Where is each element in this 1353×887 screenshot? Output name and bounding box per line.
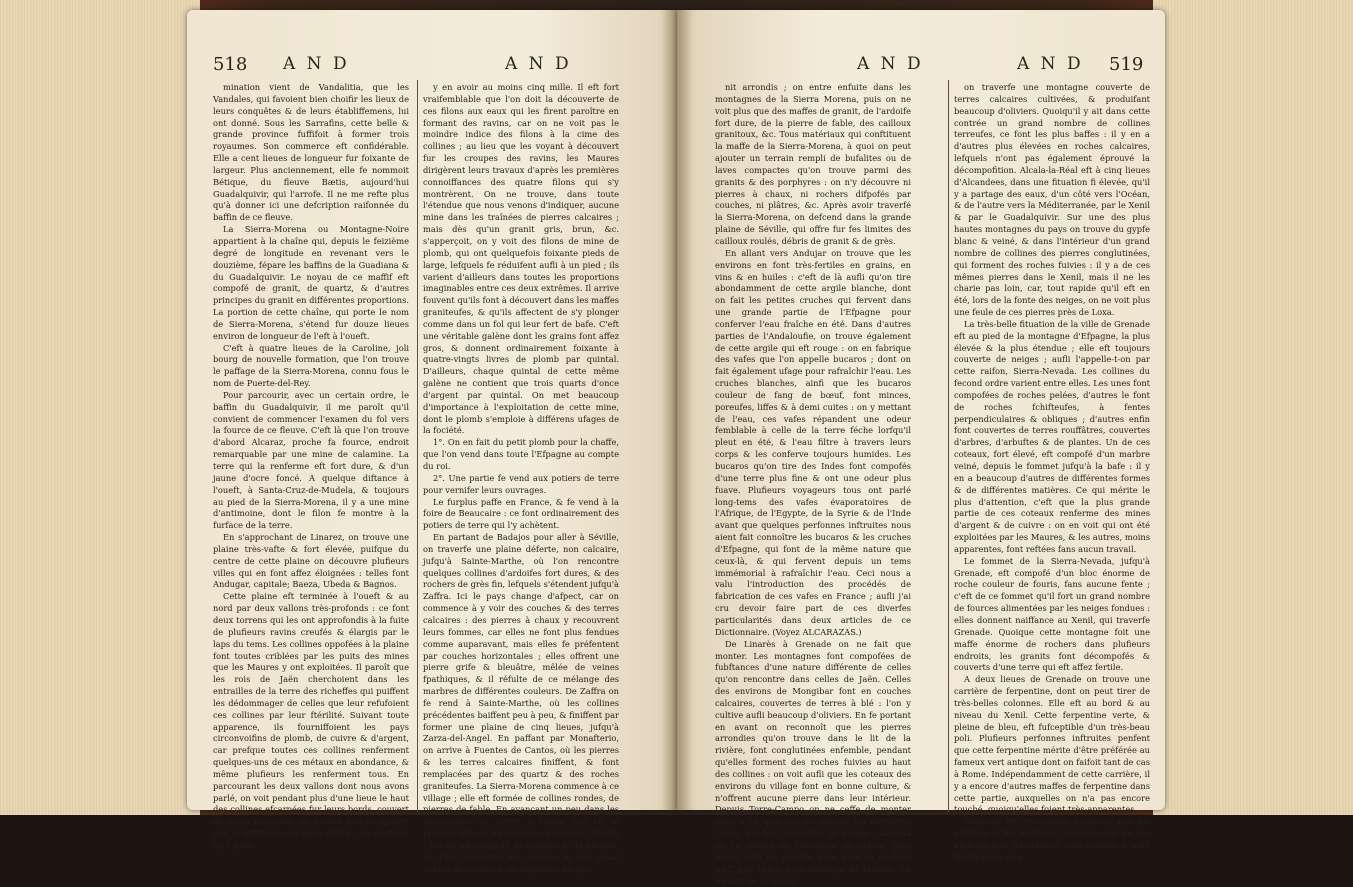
column-rule [948,80,949,812]
paragraph: En allant vers Andujar on trouve que les environs en font très-fertiles en grains, en vins & en huiles : c'eft de là aufli qu'on tire abondamment de cette argile blanche, dont on fait les petites cruches qui fervent dans une grande partie de l'Efpagne pour conferver l'eau fraîche en été. Dans d'autres parties de l'Andaloufie, on trouve également de cette argile qui eft rouge : on en fabrique des vafes que l'on appelle bucaros ; dont on fait également ufage pour rafraîchir l'eau. Les cruches blanches, ainfi que les bucaros couleur de fang de bœuf, font minces, poreufes, liffes & à demi cuites : on y mettant de l'eau, ces vafes répandent une odeur femblable à celle de la terre féche lorfqu'il pleut en été, & l'eau filtre à travers leurs corps & les conferve toujours humides. Les bucaros qu'on tire des Indes font compofés d'une terre plus fine & ont une odeur plus fuave. Plufieurs voyageurs tous ont parlé long-tems des vafes évaporatoires de l'Afrique, de l'Egypte, de la Syrie & de l'Inde avant que quelques perfonnes inftruites nous aient fait connoître les bucaros & les cruches d'Efpagne, qui font de la même nature que ceux-là, & qui fervent depuis un tems immémorial à rafraîchir l'eau. Ceci nous a valu l'introduction des procédés de fabrication de ces vafes en France ; aufli j'ai cru devoir faire part de ces diverfes particularités dans deux articles de ce Dictionnaire. (Voyez ALCARAZAS.) [715,247,911,637]
column-rule [417,80,418,812]
paragraph: on traverfe une montagne couverte de terres calcaires cultivées, & produifant beaucoup d'oliviers. Quoiqu'il y ait dans cette contrée un grand nombre de collines terreufes, ce font les plus baffes : il y en a d'autres plus élevées en roches calcaires, lefquels n'ont pas également éprouvé la décompofition. Alcala-la-Réal eft à cinq lieues d'Alcandees, dans une fituation fi élevée, qu'il y a partage des eaux, d'un côté vers l'Océan, & de l'autre vers la Méditerranée, par le Xenil & par le Guadalquivir. Sur une des plus hautes montagnes du pays on trouve du gypfe blanc & veiné, & dans l'intérieur d'un grand nombre de collines des pierres conglutinées, qui forment des roches fuivies : il y a de ces mêmes pierres dans le Xenil, mais il ne les charie pas loin, car, tout rapide qu'il eft en été, lors de la fonte des neiges, on ne voit plus une feule de ces pierres près de Loxa. [954,82,1150,318]
running-head: A N D [283,54,350,74]
paragraph: 1°. On en fait du petit plomb pour la chaffe, que l'on vend dans toute l'Efpagne au compte du roi. [423,437,619,471]
paragraph: La Sierra-Morena ou Montagne-Noire appartient à la chaîne qui, depuis le feizième degré de longitude en revenant vers le douzième, fépare les baffins de la Guadiana & du Guadalquivir. Le noyau de ce maffif eft compofé de granit, de quartz, & d'autres principes du granit en différentes proportions. La portion de cette chaîne, qui porte le nom de Sierra-Morena, s'étend fur douze lieues environ de longueur de l'eft à l'oueft. [213,224,409,341]
paragraph: 2°. Une partie fe vend aux potiers de terre pour vernifer leurs ouvrages. [423,472,619,495]
running-head: A N D [505,54,572,74]
page-edges-right [1153,0,1353,815]
text-column-1 [715,82,911,886]
paragraph: La très-belle fituation de la ville de Grenade eft au pied de la montagne d'Efpagne, la plus élevée & la plus étendue ; elle eft toujours couverte de neiges ; aufli l'appelle-t-on par cette raifon, Sierra-Nevada. Les collines du fecond ordre varient entre elles. Les unes font compofées de roches pelées, d'autres le font de roches fchifteufes, à fentes perpendiculaires & obliques ; d'autres enfin font couvertes de terres rouffâtres, couvertes d'arbres, d'arbuftes & de plantes. Un de ces coteaux, fort élevé, eft compofé d'un marbre veiné, depuis le fommet jufqu'à la bafe : il y en a beaucoup d'autres de différentes formes & de différentes matières. Ce qui mérite le plus d'attention, c'eft que la plus grande partie de ces coteaux renferme des mines d'argent & de cuivre : on en voit qui ont été exploitées par les Maures, & les autres, moins apparentes, font reftées fans aucun travail. [954,318,1150,554]
text-column-1 [213,82,409,850]
paragraph: Le fommet de la Sierra-Nevada, jufqu'à Grenade, eft compofé d'un bloc énorme de roche couleur de fouris, fans aucune fente ; c'eft de ce fommet qu'il fort un grand nombre de fources alimentées par les neiges fondues : elles donnent naiffance au Xenil, qui traverfe Grenade. Quoique cette montagne foit une maffe énorme de rochers dans plufieurs endroits, les granits font décompofés & couverts d'une terre qui eft affez fertile. [954,555,1150,673]
page-number: 518 [213,54,248,75]
paragraph: Grenade eft renommée d'ailleurs par fes albâtres & fes marbres. Quelques-uns de ces albâtres font très-blancs, aufli brillans & aufli tranfparens que [954,816,1150,862]
paragraph: Cette plaine eft terminée à l'oueft & au nord par deux vallons très-profonds : ce font deux torrens qui les ont approfondis à la fuite de plufieurs ravins creufés & élargis par le laps du tems. Les collines oppofées à la plaine font toutes criblées par les puits des mines que les Maures y ont exploitées. Il paroît que les rois de Jaën cherchoient dans les entrailles de la terre des richeffes qui puiffent les dédommager de celles que leur refufoient ces collines par leur ftérilité. Suivant toute apparence, ils fourniffoient les pays circonvoifins de plomb, de cuivre & d'argent, car prefque toutes ces collines renferment quelques-uns de ces métaux en abondance, & même plufieurs les renferment tous. En parcourant les deux vallons dont nous avons parlé, on voit pendant plus d'une lieue le haut des collines efcarpées fur leurs bords, couvert de puits pratiqués de quatre pas en quatre pas, & diftribués en ligne droite : on préfume qu'il peut [213,591,409,850]
page-number: 519 [1109,54,1144,75]
text-column-2 [423,82,620,874]
paragraph: De Linarès à Grenade on ne fait que monter. Les montagnes font compofées de fubftances d'une nature différente de celles qu'on rencontre dans celles de Jaën. Celles des environs de Mongibar font en couches calcaires, couvertes de terres à blé : l'on y cultive aufli beaucoup d'oliviers. En fe portant en avant on reconnoît que les pierres arrondies qu'on trouve dans le lit de la rivière, font conglutinées enfemble, pendant qu'elles forment des roches fuivies au haut des collines : on voit aufli que les coteaux des environs du village font en bonne culture, & n'offrent aucune pierre dans leur intérieur. Depuis Torre-Campo on ne ceffe de monter jufqu'à ce que l'on ait atteint les dernières cimes, qui font couvertes de neiges : au-delà de ce village on rencontre Alcaudete, gros bourg bâti en marbre noir, dont la couleur n'eft pas l'effet d'un mélange de bitume. En fortant de ce bourg [715,638,911,886]
running-head: A N D [857,54,924,74]
paragraph: nit arrondis ; on entre enfuite dans les montagnes de la Sierra Morena, puis on ne voit plus que des maffes de granit, de l'ardoife fort dure, de la pierre de fable, des cailloux granitoux, &c. Tous matériaux qui conftituent la maffe de la Sierra-Morena, à quoi on peut ajouter un terrain rempli de bufalites ou de laves compactes qu'on trouve parmi des granits & des porphyres : on n'y découvre ni pierres à chaux, ni rochers difpofés par couches, ni plâtres, &c. Après avoir traverfé la Sierra-Morena, on defcend dans la grande plaine de Séville, qui offre fur fes limites des cailloux roulés, débris de granit & de grès. [715,82,911,246]
page-edges-left [0,0,200,815]
right-page-header [677,54,1165,78]
right-page [677,10,1165,886]
paragraph: En s'approchant de Linarez, on trouve une plaine très-vafte & fort élevée, puifque du centre de cette plaine on découvre plufieurs villes qui en font affez éloignées : telles font Andugar, capitale; Baeza, Ubeda & Bagnos. [213,532,409,590]
paragraph: A deux lieues de Grenade on trouve une carrière de ferpentine, dont on peut tirer de très-belles colonnes. Elle eft au bord & au niveau du Xenil. Cette ferpentine verte, & pleine de bleu, eft fufceptible d'un très-beau poli. Plufieurs perfonnes inftruites penfent que cette ferpentine mérite d'être préférée au fameux vert antique dont on faifoit tant de cas à Rome. Indépendamment de cette carrière, il y a encore d'autres maffes de ferpentine dans cette partie, auxquelles on n'a pas encore touché, quoiqu'elles foient très-apparentes. [954,674,1150,815]
left-page [187,10,677,874]
paragraph: mination vient de Vandalitia, que les Vandales, qui favoient bien choifir les lieux de leurs conquêtes & de leurs établiffemens, lui ont donné. Sous les Sarrafins, cette belle & grande province fuffifoit à former trois royaumes. Son commerce eft confidérable. Elle a cent lieues de longueur fur foixante de largeur. Plus anciennement, elle fe nommoit Bétique, du fleuve Bætis, aujourd'hui Guadalquivir, qui l'arrofe. Il ne me refte plus qu'à donner ici une defcription raifonnée du baffin de ce fleuve. [213,82,409,223]
paragraph: Le furplus paffe en France, & fe vend à la foire de Beaucaire : ce font ordinairement des potiers de terre qui l'y achètent. [423,496,619,531]
left-page-header [187,54,677,78]
running-head: A N D [1017,54,1084,74]
paragraph: y en avoir au moins cinq mille. Il eft fort vraifemblable que l'on doit la découverte de ces filons aux eaux qui les firent paroître en formant des ravins, car on ne voit pas le moindre indice des filons à la cime des collines ; au lieu que les voyant à découvert fur les croupes des ravins, les Maures dirigèrent leurs travaux d'après les premières connoiffances des quatre filons qui s'y montrèrent. On ne trouve, dans toute l'étendue que nous venons d'indiquer, aucune mine dans les traînées de pierres calcaires ; mais dès qu'un granit gris, brun, &c. s'apperçoit, on y voit des filons de mine de plomb, qui ont quelquefois foixante pieds de large, lefquels fe réduifent aufli à un pied ; ils varient d'ailleurs dans toutes les proportions imaginables entre ces deux extrêmes. Il arrive fouvent qu'ils font à découvert dans les maffes graniteufes, & qu'ils affectent de s'y plonger comme dans un fol qui leur fert de bafe. C'eft une véritable galène dont les grains font affez gros, & donnent ordinairement foixante à quatre-vingts livres de plomb par quintal. D'ailleurs, chaque quintal de cette même galène ne contient que trois quarts d'once d'argent par quintal. On met beaucoup d'importance à l'exploitation de cette mine, dont le plomb s'emploie à différens ufages de la fociété. [423,82,619,436]
text-column-2 [954,82,1150,862]
paragraph: En partant de Badajos pour aller à Séville, on traverfe une plaine déferte, non calcaire, jufqu'à Sainte-Marthe, où l'on rencontre quelques collines d'ardoifes fort dures, & des rochers de grès fin, lefquels s'étendent jufqu'à Zaffra. Ici le pays change d'afpect, car on commence à y voir des couches & des terres calcaires : des pierres à chaux y recouvrent leurs fommes, car elles ne font plus fendues comme auparavant, mais elles fe préfentent par couches horizontales ; elles offrent une pierre grife & bleuâtre, mêlée de veines fpathiques, & il réfulte de ce mélange des marbres de différentes couleurs. De Zaffra on fe rend à Sainte-Marthe, où les collines précédentes baiffent peu à peu, & finiffent par former une plaine de cinq lieues, jufqu'à Zarza-del-Angel. En paffant par Monafterio, on arrive à Fuentes de Cantos, où les pierres & les terres calcaires finiffent, & font remplacées par des quartz & des roches graniteufes. La Sierra-Morena commence à ce village ; elle eft formée de collines rondes, de pierres de fable. En avançant un peu dans les montagnes, on arrive à Olalla, qui eft le premier village du royaume ancien de Séville : fon fol eft compofé de collines & de plaines, où l'on rencontre des pierres & des amas confus de roches & de fragmens de gra- [423,532,620,874]
paragraph: C'eft à quatre lieues de la Caroline, joli bourg de nouvelle formation, que l'on trouve le paffage de la Sierra-Morena, connu fous le nom de Puerte-del-Rey. [213,342,409,389]
paragraph: Pour parcourir, avec un certain ordre, le baffin du Guadalquivir, il me paroît qu'il convient de commencer l'examen du fol vers la fource de ce fleuve. C'eft là que l'on trouve d'abord Alcaraz, proche fa fource, endroit remarquable par une mine de calamine. La terre qui la renferme eft fort dure, & d'un jaune d'ocre foncé. A quelque diftance à l'oueft, à Santa-Cruz-de-Mudela, & toujours au pied de la Sierra-Morena, il y a une mine d'antimoine, dont le filon fe montre à la furface de la terre. [213,389,409,531]
